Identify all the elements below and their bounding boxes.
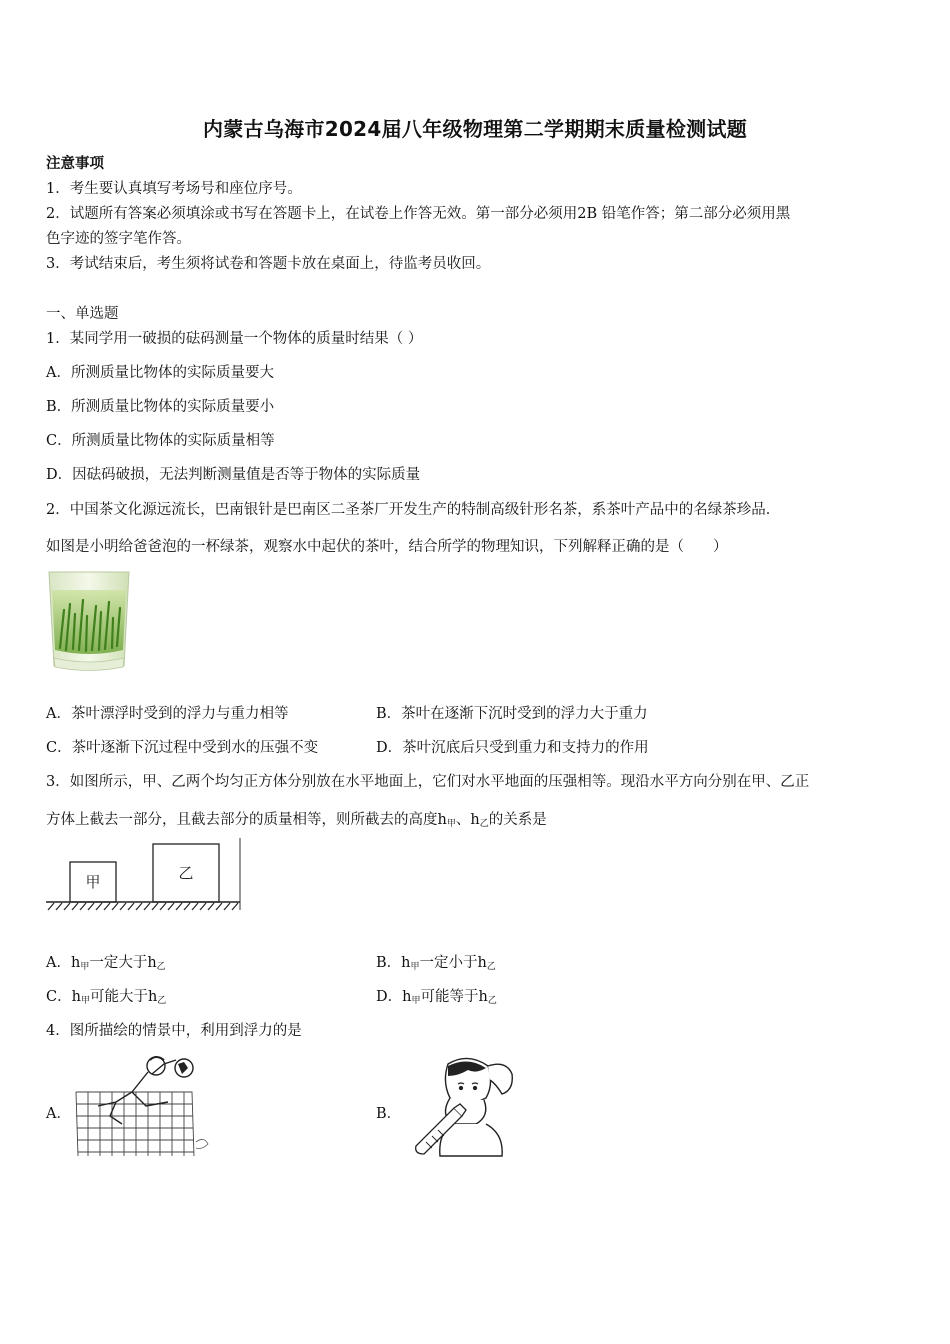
q2-stem: 如图是小明给爸爸泡的一杯绿茶，观察水中起伏的茶叶，结合所学的物理知识，下列解释正确的是（ ） (46, 539, 728, 555)
q4-option-a: A． (46, 1106, 71, 1122)
notice-item: 2．试题所有答案必须填涂或书写在答题卡上，在试卷上作答无效。第一部分必须用2B 铅笔作答；第二部分必须用黑 (46, 206, 791, 222)
q1-option-a: A．所测质量比物体的实际质量要大 (46, 365, 274, 381)
goalkeeper-image (72, 1052, 212, 1158)
girl-drinking-image (410, 1054, 520, 1158)
cube-jia-label: 甲 (85, 873, 101, 891)
q2-stem: 2．中国茶文化源远流长，巴南银针是巴南区二圣茶厂开发生产的特制高级针形名茶，系茶叶产品中的名绿茶珍品． (46, 502, 781, 518)
q3-stem: 方体上截去一部分，且截去部分的质量相等，则所截去的高度$h_甲$、$h_乙$的关系是 (46, 812, 547, 829)
notice-heading: 注意事项 (46, 155, 104, 172)
q3-stem: 3．如图所示，甲、乙两个均匀正方体分别放在水平地面上，它们对水平地面的压强相等。现沿水平方向分别在甲、乙正 (46, 774, 810, 790)
section-heading: 一、单选题 (46, 306, 119, 322)
cubes-figure (44, 838, 242, 916)
q1-option-c: C．所测质量比物体的实际质量相等 (46, 433, 275, 449)
green-tea-cup-image (46, 570, 132, 676)
q1-option-b: B．所测质量比物体的实际质量要小 (46, 399, 275, 415)
q1-option-d: D．因砝码破损，无法判断测量值是否等于物体的实际质量 (46, 467, 421, 483)
q2-option-a: A．茶叶漂浮时受到的浮力与重力相等 (46, 706, 289, 722)
cube-yi-label: 乙 (178, 864, 194, 882)
q3-option-c: C．$h_甲$可能大于$h_乙$ (46, 989, 167, 1006)
notice-item: 1．考生要认真填写考场号和座位序号。 (46, 181, 302, 197)
q2-option-b: B．茶叶在逐渐下沉时受到的浮力大于重力 (376, 706, 648, 722)
notice-item: 色字迹的签字笔作答。 (46, 231, 191, 247)
q1-stem: 1．某同学用一破损的砝码测量一个物体的质量时结果（ ） (46, 331, 423, 347)
q3-option-d: D．$h_甲$可能等于$h_乙$ (376, 989, 497, 1006)
q2-option-c: C．茶叶逐渐下沉过程中受到水的压强不变 (46, 740, 319, 756)
notice-item: 3．考试结束后，考生须将试卷和答题卡放在桌面上，待监考员收回。 (46, 256, 491, 272)
page-title: 内蒙古乌海市2024届八年级物理第二学期期末质量检测试题 (202, 117, 748, 141)
q3-option-b: B．$h_甲$一定小于$h_乙$ (376, 955, 496, 972)
q3-option-a: A．$h_甲$一定大于$h_乙$ (46, 955, 166, 972)
q4-stem: 4．图所描绘的情景中，利用到浮力的是 (46, 1023, 302, 1039)
q2-option-d: D．茶叶沉底后只受到重力和支持力的作用 (376, 740, 649, 756)
q4-option-b: B． (376, 1106, 402, 1122)
